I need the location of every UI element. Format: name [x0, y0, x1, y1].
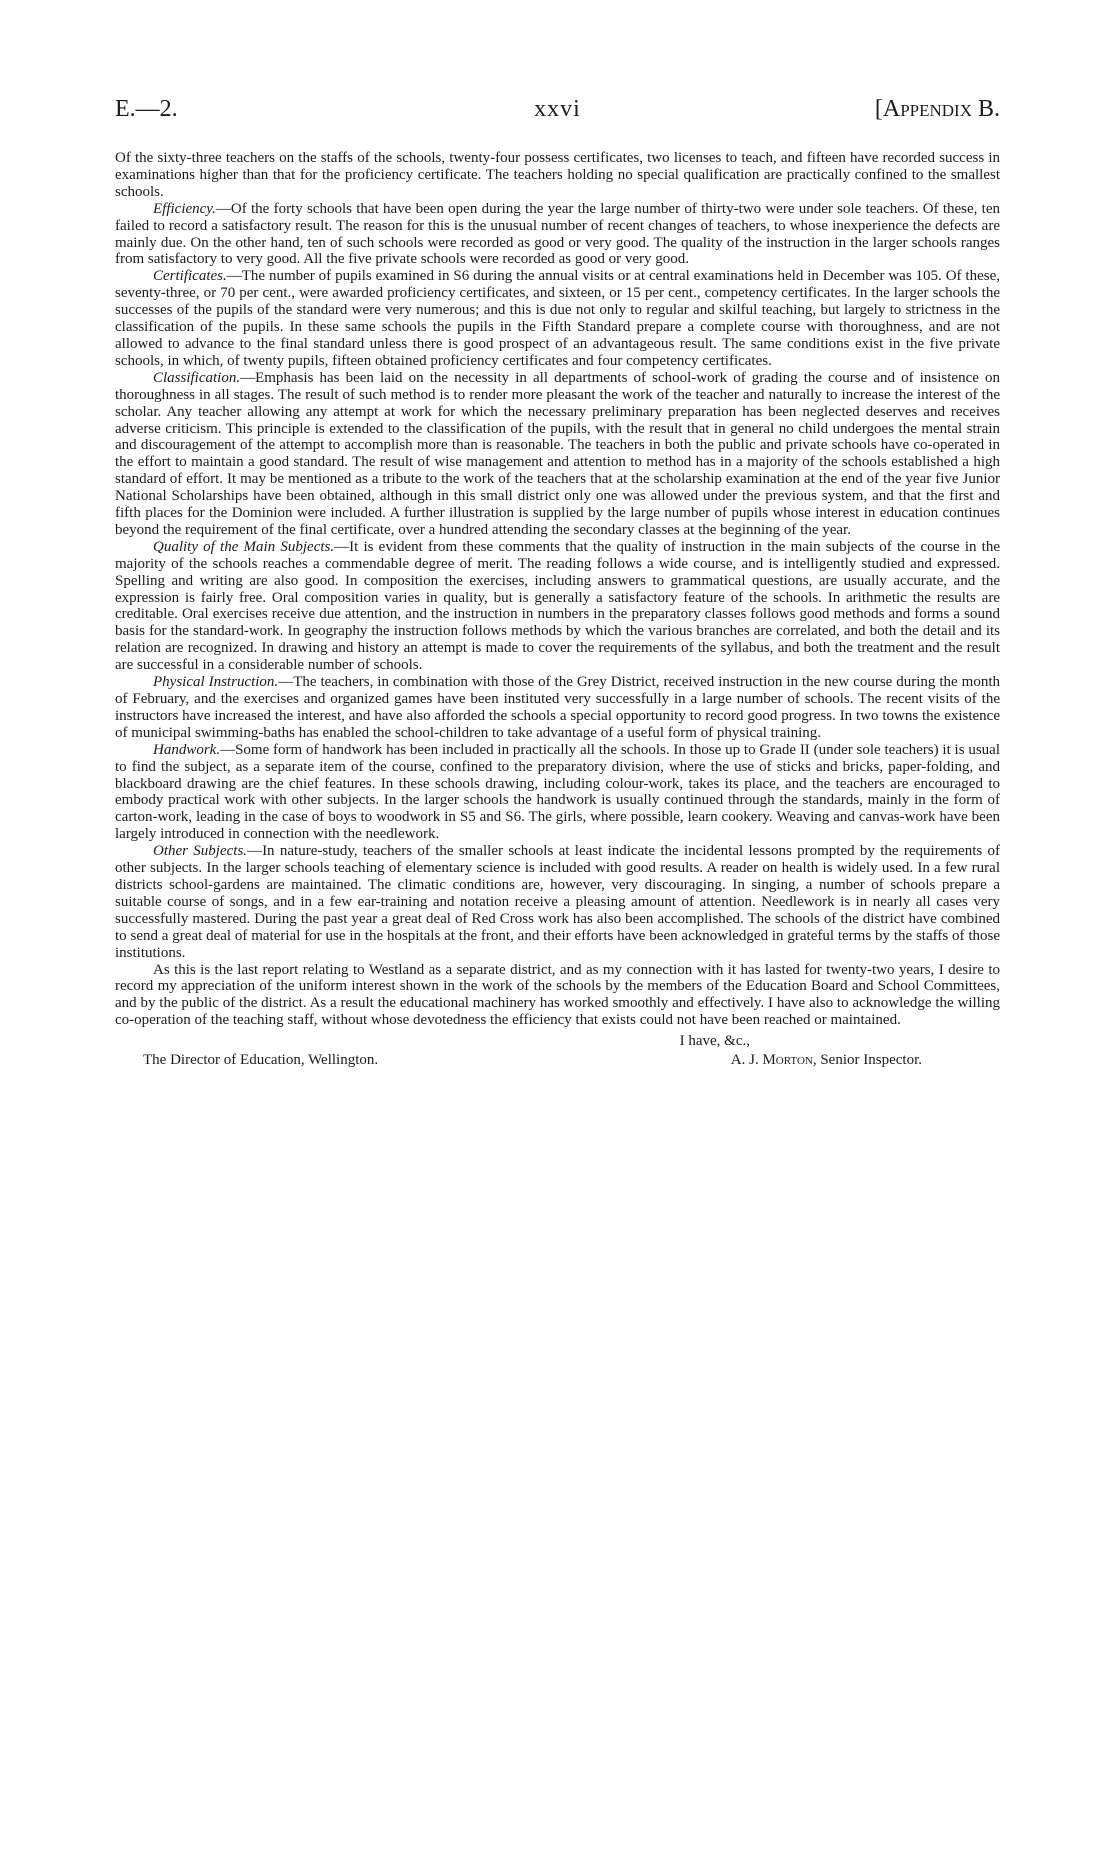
paragraph-teachers	[115, 150, 1000, 201]
addressee: The Director of Education, Wellington.	[143, 1052, 379, 1069]
paragraph-text: As this is the last report relating to Westland as a separate district, and as my connection with it has lasted for twenty-two years, I desire to record my appreciation of the uniform interest shown in the work of the schools by the members of the Education Board and School Committees, and by the public of the district. As a result the educational machinery has worked smoothly and effectively. I have also to acknowledge the willing co-operation of the teaching staff, without whose devotedness the efficiency that exists could not have been reached or maintained.	[115, 961, 1000, 1029]
signature-initials: A. J.	[730, 1052, 759, 1069]
report-body	[115, 150, 1000, 1029]
signature-name: Morton	[762, 1052, 813, 1069]
paragraph-text: —It is evident from these comments that the quality of instruction in the main subjects of the course in the majority of the schools reaches a commendable degree of merit. The reading follows a wide course, and is intelligently studied and expressed. Spelling and writing are also good. In composition the exercises, including answers to grammatical questions, are usually accurate, and the expression is fairly free. Oral composition varies in quality, but is generally a satisfactory feature of the schools. In arithmetic the results are creditable. Oral exercises receive due attention, and the instruction in numbers in the preparatory classes follows good methods and forms a sound basis for the standard-work. In geography the instruction follows methods by which the various branches are correlated, and both the detail and its relation are recognized. In drawing and history an attempt is made to cover the requirements of the syllabus, and both the treatment and the result are successful in a considerable number of schools.	[115, 538, 1000, 674]
header-reference: E.—2.	[115, 96, 178, 122]
paragraph-heading: Classification.	[153, 369, 241, 386]
paragraph-heading: Certificates.	[153, 268, 227, 285]
paragraph-classification	[115, 370, 1000, 539]
paragraph-physical-instruction	[115, 674, 1000, 742]
paragraph-handwork	[115, 742, 1000, 843]
header-appendix: [Appendix B.	[874, 96, 1000, 122]
document-page	[115, 96, 1000, 1072]
paragraph-heading: Quality of the Main Subjects.	[153, 538, 335, 555]
paragraph-text: —Some form of handwork has been included in practically all the schools. In those up to Grade II (under sole teachers) it is usual to find the subject, as a separate item of the course, confined to the preparatory division, where the use of sticks and bricks, paper-folding, and blackboard drawing are the chief features. In these schools drawing, including colour-work, takes its place, and the teachers are encouraged to embody practical work with other subjects. In the larger schools the handwork is usually continued through the standards, mainly in the form of carton-work, leading in the case of boys to woodwork in S5 and S6. The girls, where possible, learn cookery. Weaving and canvas-work have been largely introduced in connection with the needlework.	[115, 741, 1000, 843]
paragraph-text: Of the sixty-three teachers on the staffs of the schools, twenty-four possess certificates, two licenses to teach, and fifteen have recorded success in examinations higher than that for the proficiency certificate. The teachers holding no special qualification are practically confined to the smallest schools.	[115, 150, 1000, 200]
paragraph-text: —The teachers, in combination with those of the Grey District, received instruction in the new course during the month of February, and the exercises and organized games have been instituted very successfully in a large number of schools. The recent visits of the instructors have increased the interest, and have also afforded the schools a special opportunity to record good progress. In two towns the existence of municipal swimming-baths has enabled the school-children to take advantage of a useful form of physical training.	[115, 674, 1000, 741]
signature-line	[115, 1052, 1000, 1072]
paragraph-heading: Efficiency.	[153, 200, 216, 217]
closing-salutation: I have, &c.,	[679, 1033, 750, 1050]
header-page-number: xxvi	[534, 96, 581, 122]
paragraph-other-subjects	[115, 843, 1000, 961]
paragraph-text: —Of the forty schools that have been open during the year the large number of thirty-two were under sole teachers. Of these, ten failed to record a satisfactory result. The reason for this is the unusual number of recent changes of teachers, to whose inexperience the defects are mainly due. On the other hand, ten of such schools were recorded as good or very good. The quality of the instruction in the larger schools ranges from satisfactory to very good. All the five private schools were recorded as good or very good.	[115, 200, 1000, 268]
paragraph-main-subjects	[115, 539, 1000, 674]
paragraph-heading: Physical Instruction.	[153, 674, 279, 691]
paragraph-certificates	[115, 268, 1000, 369]
paragraph-text: —In nature-study, teachers of the smaller schools at least indicate the incidental lessons prompted by the requirements of other subjects. In the larger schools teaching of elementary science is included with good results. A reader on health is widely used. In a few rural districts school-gardens are maintained. The climatic conditions are, however, very discouraging. In singing, a number of schools prepare a suitable course of songs, and in a few ear-training and notation receive a pleasing amount of attention. Needlework is in nearly all cases very successfully mastered. During the past year a great deal of Red Cross work has also been accomplished. The schools of the district have combined to send a great deal of material for use in the hospitals at the front, and their efforts have been acknowledged in grateful terms by the staffs of those institutions.	[115, 843, 1001, 961]
letter-closing	[115, 1033, 1000, 1072]
paragraph-heading: Handwork.	[153, 741, 221, 758]
paragraph-heading: Other Subjects.	[153, 843, 248, 860]
paragraph-efficiency	[115, 201, 1000, 269]
paragraph-closing-remarks	[115, 962, 1000, 1030]
paragraph-text: —The number of pupils examined in S6 during the annual visits or at central examinations held in December was 105. Of these, seventy-three, or 70 per cent., were awarded proficiency certificates, and sixteen, or 15 per cent., competency certificates. In the larger schools the successes of the pupils of the standard were very numerous; and this is due not only to regular and skilful teaching, but largely to strictness in the classification of the pupils. In these same schools the pupils in the Fifth Standard prepare a complete course with thoroughness, and are not allowed to advance to the final standard unless there is good prospect of an advantageous result. The same conditions exist in the five private schools, in which, of twenty pupils, fifteen obtained proficiency certificates and four competency certificates.	[115, 268, 1000, 369]
paragraph-text: —Emphasis has been laid on the necessity in all departments of school-work of grading the course and of insistence on thoroughness in all stages. The result of such method is to render more pleasant the work of the teacher and naturally to increase the interest of the scholar. Any teacher allowing any attempt at work for which the necessary preliminary preparation has been neglected deserves and receives adverse criticism. This principle is extended to the classification of the pupils, with the result that in general no child undergoes the mental strain and discouragement of the attempt to accomplish more than is reasonable. The teachers in both the public and private schools have co-operated in the effort to maintain a good standard. The result of wise management and attention to method has in a majority of the schools established a high standard of effort. It may be mentioned as a tribute to the work of the teachers that at the scholarship examination at the end of the year five Junior National Scholarships have been obtained, although in this small district only one was allowed under the previous system, and that the first and fifth places for the Dominion were included. A further illustration is supplied by the large number of pupils whose interest in education continues beyond the requirement of the final certificate, over a hundred attending the secondary classes at the beginning of the year.	[115, 369, 1000, 538]
signature-title: , Senior Inspector.	[812, 1052, 922, 1069]
page-header	[115, 96, 1000, 136]
signature	[731, 1052, 922, 1069]
